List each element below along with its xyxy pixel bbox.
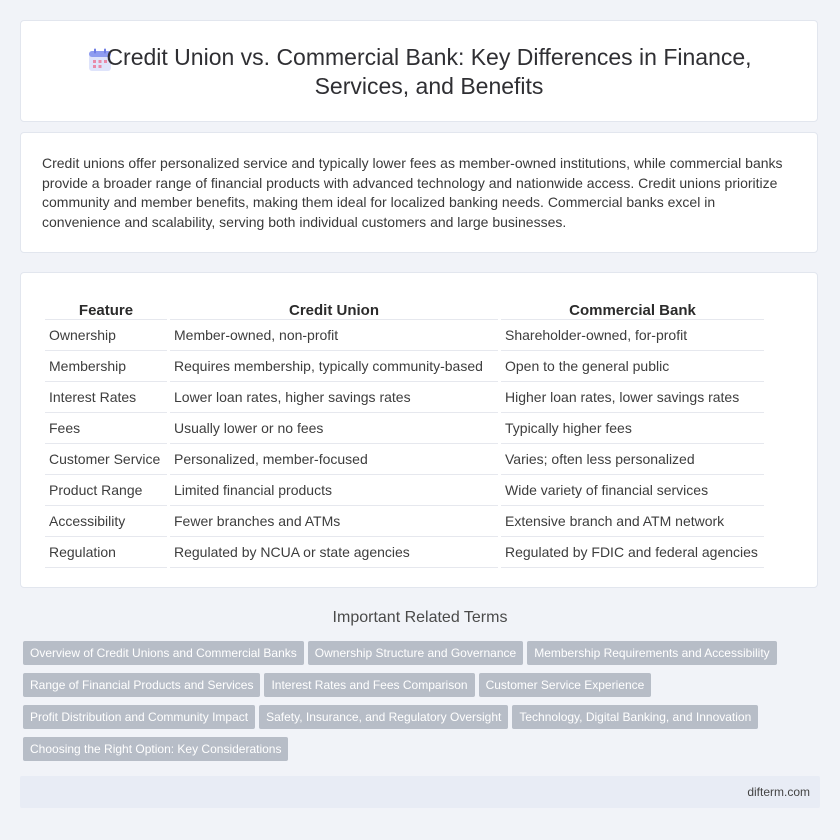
- table-row: [45, 475, 764, 506]
- commercial-bank-cell: Shareholder-owned, for-profit: [501, 320, 764, 351]
- credit-union-cell: Lower loan rates, higher savings rates: [170, 382, 498, 413]
- intro-card: [20, 132, 818, 253]
- commercial-bank-cell: Open to the general public: [501, 351, 764, 382]
- related-terms-title: Important Related Terms: [332, 609, 508, 626]
- related-terms-list: [23, 641, 813, 769]
- site-link[interactable]: difterm.com: [747, 785, 810, 799]
- feature-cell: Fees: [45, 413, 167, 444]
- related-term-tag[interactable]: Customer Service Experience: [479, 673, 652, 697]
- related-term-tag[interactable]: Technology, Digital Banking, and Innovation: [512, 705, 758, 729]
- credit-union-cell: Limited financial products: [170, 475, 498, 506]
- credit-union-cell: Personalized, member-focused: [170, 444, 498, 475]
- header-commercial-bank: Commercial Bank: [501, 293, 764, 320]
- footer: [20, 776, 820, 808]
- credit-union-cell: Fewer branches and ATMs: [170, 506, 498, 537]
- related-term-tag[interactable]: Overview of Credit Unions and Commercial Banks: [23, 641, 304, 665]
- related-term-tag[interactable]: Profit Distribution and Community Impact: [23, 705, 255, 729]
- commercial-bank-cell: Wide variety of financial services: [501, 475, 764, 506]
- credit-union-cell: Usually lower or no fees: [170, 413, 498, 444]
- header-credit-union: Credit Union: [170, 293, 498, 320]
- table-row: [45, 382, 764, 413]
- feature-cell: Interest Rates: [45, 382, 167, 413]
- feature-cell: Membership: [45, 351, 167, 382]
- related-term-tag[interactable]: Interest Rates and Fees Comparison: [264, 673, 474, 697]
- table-header-row: [45, 293, 764, 320]
- related-term-tag[interactable]: Choosing the Right Option: Key Considerations: [23, 737, 288, 761]
- credit-union-cell: Member-owned, non-profit: [170, 320, 498, 351]
- credit-union-cell: Regulated by NCUA or state agencies: [170, 537, 498, 568]
- credit-union-cell: Requires membership, typically community-based: [170, 351, 498, 382]
- table-row: [45, 320, 764, 351]
- header-card: [20, 20, 818, 122]
- commercial-bank-cell: Regulated by FDIC and federal agencies: [501, 537, 764, 568]
- table-row: [45, 506, 764, 537]
- feature-cell: Ownership: [45, 320, 167, 351]
- table-row: [45, 537, 764, 568]
- commercial-bank-cell: Typically higher fees: [501, 413, 764, 444]
- comparison-table: [42, 293, 767, 568]
- table-row: [45, 413, 764, 444]
- feature-cell: Accessibility: [45, 506, 167, 537]
- feature-cell: Customer Service: [45, 444, 167, 475]
- related-term-tag[interactable]: Ownership Structure and Governance: [308, 641, 523, 665]
- intro-text: Credit unions offer personalized service and typically lower fees as member-owned institutions, while commercial banks provide a broader range of financial products with advanced technology and nationwide access. Credit unions prioritize community and member benefits, making them ideal for localized banking needs. Commercial banks excel in convenience and scalability, serving both individual customers and large businesses.: [42, 155, 783, 230]
- commercial-bank-cell: Varies; often less personalized: [501, 444, 764, 475]
- feature-cell: Regulation: [45, 537, 167, 568]
- related-term-tag[interactable]: Safety, Insurance, and Regulatory Oversight: [259, 705, 508, 729]
- commercial-bank-cell: Extensive branch and ATM network: [501, 506, 764, 537]
- table-row: [45, 351, 764, 382]
- related-term-tag[interactable]: Membership Requirements and Accessibility: [527, 641, 776, 665]
- table-row: [45, 444, 764, 475]
- commercial-bank-cell: Higher loan rates, lower savings rates: [501, 382, 764, 413]
- comparison-table-card: [20, 272, 818, 588]
- page-title: Credit Union vs. Commercial Bank: Key Differences in Finance, Services, and Benefits: [106, 44, 752, 99]
- header-feature: Feature: [45, 293, 167, 320]
- related-term-tag[interactable]: Range of Financial Products and Services: [23, 673, 260, 697]
- feature-cell: Product Range: [45, 475, 167, 506]
